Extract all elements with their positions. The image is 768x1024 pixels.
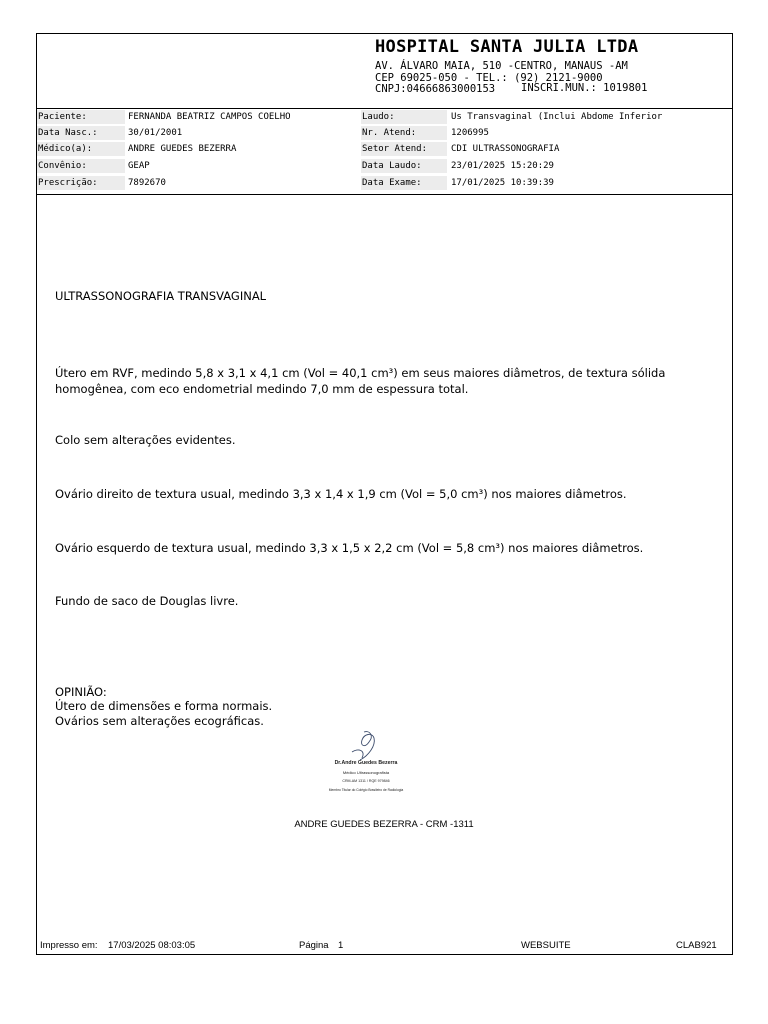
system-name: WEBSUITE: [521, 940, 571, 951]
stamp-name: Dr.Andre Guedes Bezerra: [334, 760, 398, 766]
report-title: ULTRASSONOGRAFIA TRANSVAGINAL: [55, 289, 267, 303]
info-row: [37, 159, 732, 174]
hospital-cnpj: CNPJ:04666863000153: [375, 83, 496, 95]
stamp-member: Membro Titular do Colégio Brasileiro de Radiologia: [328, 788, 404, 792]
hospital-cep-tel: CEP 69025-050 - TEL.: (92) 2121-9000: [375, 72, 603, 84]
info-label: Prescrição:: [37, 176, 125, 190]
signature-stamp: [322, 728, 410, 804]
doctor-signature-line: ANDRE GUEDES BEZERRA - CRM -1311: [294, 819, 474, 830]
hospital-inscri: INSCRI.MUN.: 1019801: [521, 82, 648, 94]
info-row: [37, 126, 732, 141]
opiniao-line-2: Ovários sem alterações ecográficas.: [55, 714, 264, 728]
attendance-number: 1206995: [451, 128, 489, 138]
opiniao-line-1: Útero de dimensões e forma normais.: [55, 699, 273, 713]
hospital-name: HOSPITAL SANTA JULIA LTDA: [375, 37, 639, 57]
page-number: 1: [338, 940, 344, 951]
printed-date: 17/03/2025 08:03:05: [108, 940, 196, 951]
info-label: Data Laudo:: [361, 159, 447, 173]
info-label: Laudo:: [361, 110, 447, 124]
stamp-reg: CRM-AM 1311 / RQE 979846: [342, 779, 390, 783]
utero-line-2: homogênea, com eco endometrial medindo 7,0 mm de espessura total.: [55, 382, 469, 396]
utero-line-1: Útero em RVF, medindo 5,8 x 3,1 x 4,1 cm (Vol = 40,1 cm³) em seus maiores diâmetros, de textura sólida: [55, 366, 666, 380]
patient-name: FERNANDA BEATRIZ CAMPOS COELHO: [128, 112, 291, 122]
laudo-value: Us Transvaginal (Inclui Abdome Inferior: [451, 112, 663, 122]
handwritten-signature: [352, 732, 374, 760]
colo-finding: Colo sem alterações evidentes.: [55, 433, 236, 447]
prescription-value: 7892670: [128, 178, 166, 188]
form-code: CLAB921: [676, 940, 717, 951]
birth-date: 30/01/2001: [128, 128, 183, 138]
opiniao-label: OPINIÃO:: [55, 685, 107, 699]
info-row: [37, 176, 732, 191]
hospital-header: [36, 33, 733, 109]
report-date: 23/01/2025 15:20:29: [451, 161, 554, 171]
info-label: Setor Atend:: [361, 142, 447, 156]
info-label: Data Exame:: [361, 176, 447, 190]
info-row: [37, 110, 732, 125]
info-label: Nr. Atend:: [361, 126, 447, 140]
exam-date: 17/01/2025 10:39:39: [451, 178, 554, 188]
page-label: Página: [299, 940, 329, 951]
ovario-direito-finding: Ovário direito de textura usual, medindo 3,3 x 1,4 x 1,9 cm (Vol = 5,0 cm³) nos maiores diâmetros.: [55, 487, 627, 501]
ovario-esquerdo-finding: Ovário esquerdo de textura usual, medindo 3,3 x 1,5 x 2,2 cm (Vol = 5,8 cm³) nos maiores diâmetros.: [55, 541, 644, 555]
info-label: Médico(a):: [37, 142, 125, 156]
info-row: [37, 142, 732, 157]
info-label: Data Nasc.:: [37, 126, 125, 140]
doctor-name: ANDRE GUEDES BEZERRA: [128, 144, 237, 154]
patient-info: [37, 109, 732, 195]
sector-value: CDI ULTRASSONOGRAFIA: [451, 144, 560, 154]
info-label: Convênio:: [37, 159, 125, 173]
insurance-value: GEAP: [128, 161, 150, 171]
stamp-role: Médico Ultrassonografista: [342, 770, 390, 775]
info-label: Paciente:: [37, 110, 125, 124]
douglas-finding: Fundo de saco de Douglas livre.: [55, 594, 239, 608]
hospital-address: AV. ÁLVARO MAIA, 510 -CENTRO, MANAUS -AM: [375, 60, 628, 72]
printed-label: Impresso em:: [40, 940, 98, 951]
